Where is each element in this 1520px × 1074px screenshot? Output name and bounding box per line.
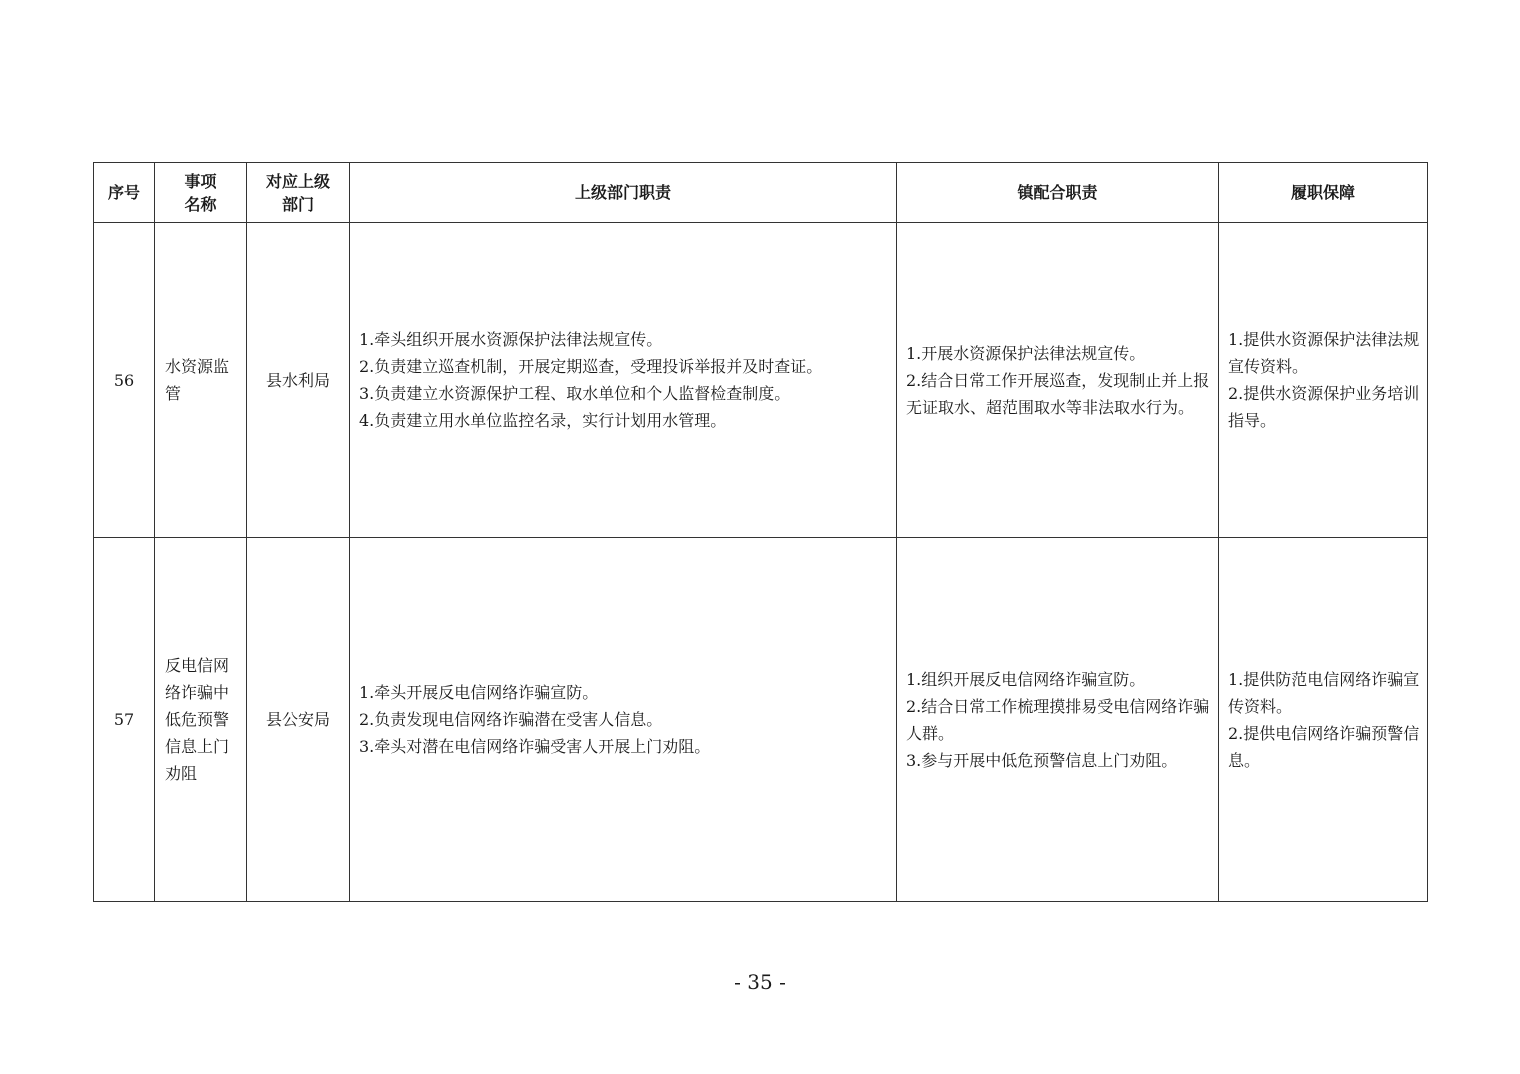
header-town-duties	[897, 163, 1219, 223]
item-name-text: 水资源监管	[165, 357, 230, 403]
guarantee	[1219, 538, 1428, 902]
town-duty-item: 2.结合日常工作开展巡查，发现制止并上报无证取水、超范围取水等非法取水行为。	[906, 370, 1210, 417]
row-number: 56	[94, 223, 155, 538]
upper-duty-item: 4.负责建立用水单位监控名录，实行计划用水管理。	[359, 411, 727, 430]
header-town-label: 镇配合职责	[1017, 183, 1098, 202]
upper-duties	[350, 223, 897, 538]
header-upper-duties	[350, 163, 897, 223]
header-no-label: 序号	[107, 183, 140, 202]
upper-department: 县公安局	[247, 538, 350, 902]
header-dept-line-1: 对应上级	[265, 171, 330, 191]
town-duty-item: 1.开展水资源保护法律法规宣传。	[906, 343, 1146, 363]
header-no	[94, 163, 155, 223]
guarantee-item: 2.提供水资源保护业务培训指导。	[1228, 384, 1420, 430]
table-row	[94, 223, 1428, 538]
upper-duty-item: 1.牵头开展反电信网络诈骗宣防。	[359, 683, 599, 702]
header-name-line-1: 事项	[184, 171, 217, 191]
page-number: - 35 -	[734, 970, 786, 994]
item-name	[155, 538, 247, 902]
guarantee-item: 1.提供防范电信网络诈骗宣传资料。	[1228, 669, 1420, 716]
header-dept-line-2: 部门	[281, 194, 314, 214]
header-row	[94, 163, 1428, 223]
guarantee	[1219, 223, 1428, 538]
row-number: 57	[94, 538, 155, 902]
header-guarantee-label: 履职保障	[1290, 183, 1355, 202]
upper-duty-item: 1.牵头组织开展水资源保护法律法规宣传。	[359, 330, 663, 349]
upper-duties	[350, 538, 897, 902]
upper-duty-item: 2.负责发现电信网络诈骗潜在受害人信息。	[359, 710, 663, 729]
header-name-line-2: 名称	[184, 194, 217, 214]
guarantee-item: 2.提供电信网络诈骗预警信息。	[1228, 723, 1420, 770]
upper-duty-item: 2.负责建立巡查机制，开展定期巡查，受理投诉举报并及时查证。	[359, 357, 823, 376]
header-dept	[247, 163, 350, 223]
header-guarantee	[1219, 163, 1428, 223]
header-name	[155, 163, 247, 223]
town-duties	[897, 223, 1219, 538]
guarantee-item: 1.提供水资源保护法律法规宣传资料。	[1228, 330, 1420, 376]
item-name-text: 反电信网络诈骗中低危预警信息上门劝阻	[165, 656, 230, 783]
duty-table	[93, 162, 1428, 902]
town-duty-item: 3.参与开展中低危预警信息上门劝阻。	[906, 750, 1178, 770]
table-row	[94, 538, 1428, 902]
upper-duty-item: 3.负责建立水资源保护工程、取水单位和个人监督检查制度。	[359, 384, 791, 403]
town-duty-item: 1.组织开展反电信网络诈骗宣防。	[906, 669, 1146, 689]
item-name	[155, 223, 247, 538]
upper-duty-item: 3.牵头对潜在电信网络诈骗受害人开展上门劝阻。	[359, 737, 711, 756]
town-duty-item: 2.结合日常工作梳理摸排易受电信网络诈骗人群。	[906, 696, 1210, 743]
header-upper-label: 上级部门职责	[574, 183, 671, 202]
upper-department: 县水利局	[247, 223, 350, 538]
town-duties	[897, 538, 1219, 902]
